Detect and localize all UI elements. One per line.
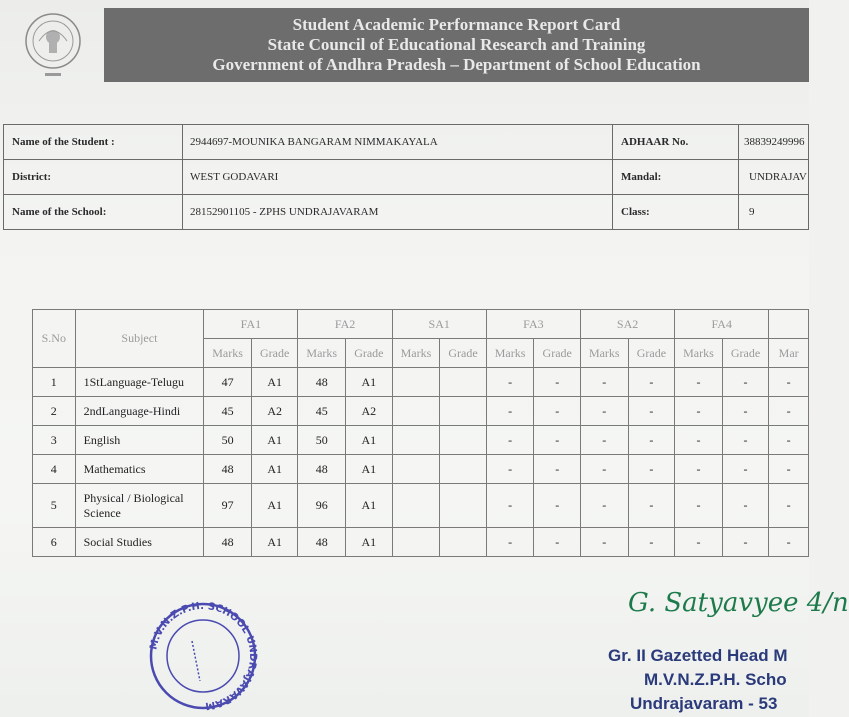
sa2-grade-cell: - bbox=[628, 484, 675, 528]
subject-cell: Physical / Biological Science bbox=[75, 484, 204, 528]
fa1-grade-cell: A1 bbox=[251, 484, 298, 528]
sno-header: S.No bbox=[33, 310, 76, 368]
subject-header: Subject bbox=[75, 310, 204, 368]
grade-header: Grade bbox=[346, 339, 393, 368]
exam-header-sa2: SA2 bbox=[580, 310, 674, 339]
student-name-row bbox=[4, 125, 808, 160]
sa1-grade-cell bbox=[440, 484, 487, 528]
sa1-grade-cell bbox=[440, 455, 487, 484]
sa1-grade-cell bbox=[440, 528, 487, 557]
exam-header-fa4: FA4 bbox=[675, 310, 769, 339]
sa2-marks-cell: - bbox=[580, 368, 628, 397]
fa4-grade-cell: - bbox=[722, 368, 769, 397]
subject-cell: Social Studies bbox=[75, 528, 204, 557]
svg-text:M.V.N.Z.P.H. SCHOOL UNDRAJAVAR bbox=[148, 601, 258, 711]
sa2-marks-cell: - bbox=[580, 484, 628, 528]
fa2-marks-cell: 96 bbox=[298, 484, 346, 528]
sa1-marks-cell bbox=[392, 455, 440, 484]
extra-marks-cell: - bbox=[769, 528, 809, 557]
sa1-marks-cell bbox=[392, 397, 440, 426]
header-council: State Council of Educational Research and Training bbox=[267, 35, 646, 54]
sa2-marks-cell: - bbox=[580, 528, 628, 557]
sa2-grade-cell: - bbox=[628, 455, 675, 484]
fa1-grade-cell: A1 bbox=[251, 426, 298, 455]
school-value: 28152901105 - ZPHS UNDRAJAVARAM bbox=[190, 206, 379, 218]
sno-cell: 2 bbox=[33, 397, 76, 426]
sa1-marks-cell bbox=[392, 426, 440, 455]
marks-header: Marks bbox=[298, 339, 346, 368]
school-name-line: M.V.N.Z.P.H. Scho bbox=[644, 670, 787, 689]
extra-marks-cell: - bbox=[769, 455, 809, 484]
sa1-grade-cell bbox=[440, 397, 487, 426]
fa3-grade-cell: - bbox=[534, 368, 581, 397]
extra-marks-cell: - bbox=[769, 368, 809, 397]
marks-header: Marks bbox=[580, 339, 628, 368]
sa1-grade-cell bbox=[440, 426, 487, 455]
marks-table-wrapper bbox=[32, 309, 809, 554]
fa4-marks-cell: - bbox=[675, 528, 723, 557]
fa4-grade-cell: - bbox=[722, 455, 769, 484]
district-row bbox=[4, 160, 808, 195]
mandal-label: Mandal: bbox=[621, 171, 662, 183]
fa3-marks-cell: - bbox=[486, 484, 534, 528]
district-label: District: bbox=[12, 171, 52, 183]
fa4-marks-cell: - bbox=[675, 368, 723, 397]
sa2-marks-cell: - bbox=[580, 455, 628, 484]
grade-header: Grade bbox=[251, 339, 298, 368]
fa4-grade-cell: - bbox=[722, 484, 769, 528]
fa2-marks-cell: 48 bbox=[298, 528, 346, 557]
fa1-marks-cell: 97 bbox=[204, 484, 252, 528]
extra-marks-cell: - bbox=[769, 426, 809, 455]
designation-line: Gr. II Gazetted Head M bbox=[608, 646, 788, 665]
fa3-marks-cell: - bbox=[486, 455, 534, 484]
fa2-grade-cell: A1 bbox=[346, 528, 393, 557]
fa2-grade-cell: A1 bbox=[346, 484, 393, 528]
extra-marks-header: Mar bbox=[769, 339, 809, 368]
exam-header-fa1: FA1 bbox=[204, 310, 298, 339]
table-row bbox=[33, 426, 809, 455]
marks-header: Marks bbox=[204, 339, 252, 368]
student-name-label: Name of the Student : bbox=[12, 136, 115, 148]
class-label: Class: bbox=[621, 206, 650, 218]
table-row bbox=[33, 528, 809, 557]
head-master-signature: G. Satyavyee 4/n bbox=[628, 588, 849, 618]
sa1-marks-cell bbox=[392, 368, 440, 397]
fa2-grade-cell: A1 bbox=[346, 455, 393, 484]
fa1-grade-cell: A1 bbox=[251, 455, 298, 484]
fa3-grade-cell: - bbox=[534, 455, 581, 484]
student-name-value: 2944697-MOUNIKA BANGARAM NIMMAKAYALA bbox=[190, 136, 438, 148]
sa2-marks-cell: - bbox=[580, 426, 628, 455]
fa4-marks-cell: - bbox=[675, 484, 723, 528]
table-row bbox=[33, 397, 809, 426]
fa3-marks-cell: - bbox=[486, 528, 534, 557]
grade-header: Grade bbox=[440, 339, 487, 368]
fa1-grade-cell: A1 bbox=[251, 368, 298, 397]
extra-marks-cell: - bbox=[769, 397, 809, 426]
sa2-grade-cell: - bbox=[628, 528, 675, 557]
fa3-marks-cell: - bbox=[486, 368, 534, 397]
fa1-marks-cell: 48 bbox=[204, 455, 252, 484]
table-row bbox=[33, 484, 809, 528]
fa4-marks-cell: - bbox=[675, 397, 723, 426]
fa3-grade-cell: - bbox=[534, 484, 581, 528]
fa4-marks-cell: - bbox=[675, 455, 723, 484]
exam-header-fa2: FA2 bbox=[298, 310, 392, 339]
fa1-marks-cell: 47 bbox=[204, 368, 252, 397]
sa1-marks-cell bbox=[392, 484, 440, 528]
marks-header: Marks bbox=[392, 339, 440, 368]
sno-cell: 4 bbox=[33, 455, 76, 484]
fa2-marks-cell: 50 bbox=[298, 426, 346, 455]
fa2-marks-cell: 45 bbox=[298, 397, 346, 426]
stamp-text: M.V.N.Z.P.H. SCHOOL UNDRAJAVARAM bbox=[148, 601, 259, 711]
school-place-line: Undrajavaram - 53 bbox=[630, 694, 778, 713]
fa1-marks-cell: 48 bbox=[204, 528, 252, 557]
subject-cell: 2ndLanguage-Hindi bbox=[75, 397, 204, 426]
fa1-marks-cell: 45 bbox=[204, 397, 252, 426]
marks-header: Marks bbox=[675, 339, 723, 368]
fa4-marks-cell: - bbox=[675, 426, 723, 455]
header-title: Student Academic Performance Report Card bbox=[292, 15, 621, 34]
exam-header-fa3: FA3 bbox=[486, 310, 580, 339]
school-row bbox=[4, 195, 808, 230]
extra-marks-cell: - bbox=[769, 484, 809, 528]
marks-header: Marks bbox=[486, 339, 534, 368]
grade-header: Grade bbox=[534, 339, 581, 368]
fa3-marks-cell: - bbox=[486, 426, 534, 455]
grade-header: Grade bbox=[628, 339, 675, 368]
sa2-grade-cell: - bbox=[628, 426, 675, 455]
fa1-grade-cell: A2 bbox=[251, 397, 298, 426]
student-info-table bbox=[3, 124, 809, 230]
fa3-grade-cell: - bbox=[534, 528, 581, 557]
fa3-grade-cell: - bbox=[534, 397, 581, 426]
subject-cell: 1StLanguage-Telugu bbox=[75, 368, 204, 397]
subject-cell: Mathematics bbox=[75, 455, 204, 484]
table-row bbox=[33, 455, 809, 484]
fa2-grade-cell: A2 bbox=[346, 397, 393, 426]
sa1-grade-cell bbox=[440, 368, 487, 397]
fa3-marks-cell: - bbox=[486, 397, 534, 426]
adhaar-value: 38839249996 bbox=[744, 136, 805, 148]
exam-header-sa1: SA1 bbox=[392, 310, 486, 339]
sno-cell: 3 bbox=[33, 426, 76, 455]
sa2-marks-cell: - bbox=[580, 397, 628, 426]
mandal-value: UNDRAJAV bbox=[749, 171, 807, 183]
sno-cell: 1 bbox=[33, 368, 76, 397]
fa2-marks-cell: 48 bbox=[298, 368, 346, 397]
fa2-marks-cell: 48 bbox=[298, 455, 346, 484]
marks-table bbox=[32, 309, 809, 557]
fa2-grade-cell: A1 bbox=[346, 426, 393, 455]
grade-header: Grade bbox=[722, 339, 769, 368]
sno-cell: 6 bbox=[33, 528, 76, 557]
class-value: 9 bbox=[749, 206, 755, 218]
subject-cell: English bbox=[75, 426, 204, 455]
sa2-grade-cell: - bbox=[628, 397, 675, 426]
state-emblem-icon bbox=[22, 4, 84, 82]
header-department: Government of Andhra Pradesh – Department of School Education bbox=[212, 55, 701, 74]
fa4-grade-cell: - bbox=[722, 426, 769, 455]
school-stamp bbox=[142, 601, 264, 711]
report-header bbox=[104, 8, 809, 82]
fa4-grade-cell: - bbox=[722, 397, 769, 426]
district-value: WEST GODAVARI bbox=[190, 171, 279, 183]
fa2-grade-cell: A1 bbox=[346, 368, 393, 397]
fa3-grade-cell: - bbox=[534, 426, 581, 455]
fa1-marks-cell: 50 bbox=[204, 426, 252, 455]
sa1-marks-cell bbox=[392, 528, 440, 557]
fa4-grade-cell: - bbox=[722, 528, 769, 557]
sa2-grade-cell: - bbox=[628, 368, 675, 397]
school-label: Name of the School: bbox=[12, 206, 107, 218]
sno-cell: 5 bbox=[33, 484, 76, 528]
adhaar-label: ADHAAR No. bbox=[621, 136, 689, 148]
fa1-grade-cell: A1 bbox=[251, 528, 298, 557]
exam-header-row bbox=[33, 310, 809, 339]
table-row bbox=[33, 368, 809, 397]
head-master-designation bbox=[608, 644, 809, 717]
